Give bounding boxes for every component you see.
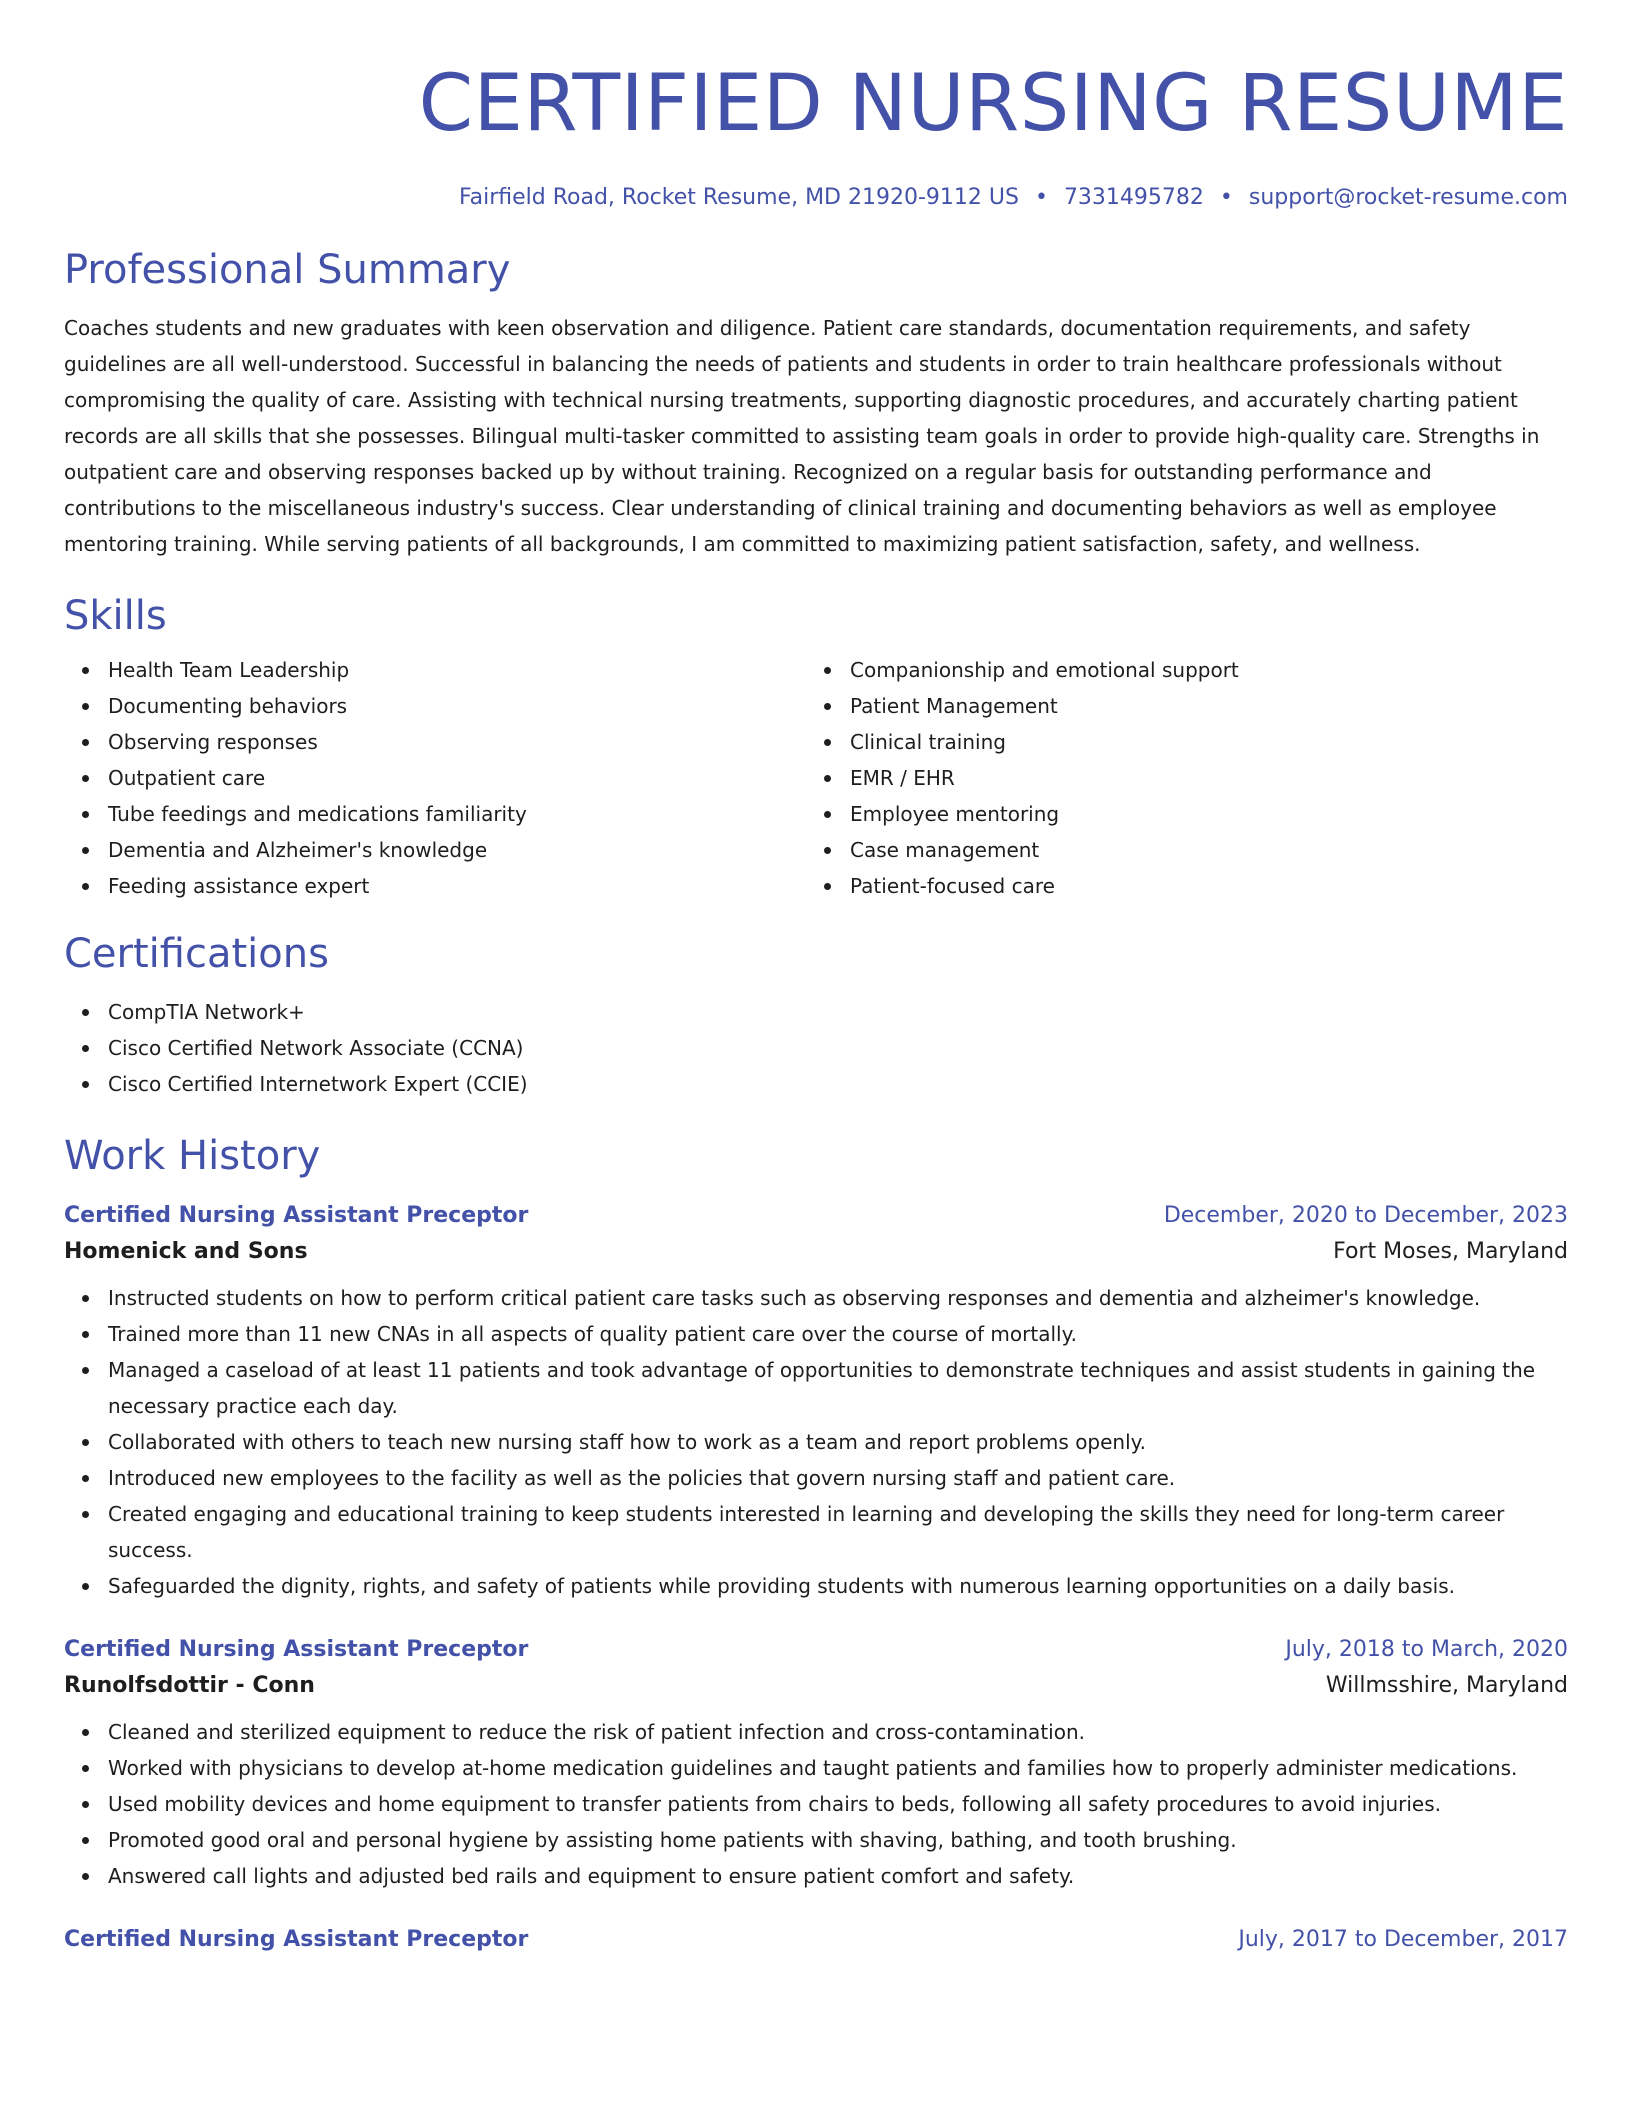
job-company-row [64,1234,1568,1270]
job-title: Certified Nursing Assistant Preceptor [64,1637,529,1662]
work-history-heading: Work History [64,1133,321,1179]
job-title-row [64,1922,1568,1958]
skills-column-right [806,652,1548,904]
skills-column-left [64,652,806,904]
job-bullet: Safeguarded the dignity, rights, and safety of patients while providing students with numerous learning opportunities on a daily basis. [108,1568,1568,1604]
skill-item: Feeding assistance expert [108,868,806,904]
contact-separator: • [1219,185,1233,210]
contact-separator: • [1034,185,1048,210]
job-company: Runolfsdottir - Conn [64,1673,315,1698]
job-location: Willmsshire, Maryland [1325,1673,1568,1698]
job-bullet: Created engaging and educational training to keep students interested in learning and developing the skills they need for long-term career success. [108,1496,1568,1568]
job-bullet: Collaborated with others to teach new nursing staff how to work as a team and report problems openly. [108,1424,1568,1460]
job-bullets [64,1280,1568,1604]
contact-address: Fairfield Road, Rocket Resume, MD 21920-9112 US [458,185,1019,210]
job-bullet: Used mobility devices and home equipment to transfer patients from chairs to beds, following all safety procedures to avoid injuries. [108,1786,1568,1822]
job-company: Homenick and Sons [64,1239,308,1264]
job-entry [64,1922,1568,1958]
contact-line [64,182,1568,214]
job-bullet: Managed a caseload of at least 11 patients and took advantage of opportunities to demonstrate techniques and assist students in gaining the necessary practice each day. [108,1352,1568,1424]
skill-item: Tube feedings and medications familiarity [108,796,806,832]
skill-item: Outpatient care [108,760,806,796]
job-dates: July, 2018 to March, 2020 [1285,1637,1568,1662]
job-title-row [64,1198,1568,1234]
job-entry [64,1198,1568,1604]
resume-title: CERTIFIED NURSING RESUME [418,59,1568,149]
certification-item: CompTIA Network+ [108,994,1568,1030]
job-bullets [64,1714,1568,1894]
job-dates: December, 2020 to December, 2023 [1163,1203,1568,1228]
job-title: Certified Nursing Assistant Preceptor [64,1927,529,1952]
job-entry [64,1632,1568,1894]
job-dates: July, 2017 to December, 2017 [1238,1927,1568,1952]
job-location: Fort Moses, Maryland [1333,1239,1568,1264]
skill-item: Employee mentoring [850,796,1548,832]
certification-item: Cisco Certified Network Associate (CCNA) [108,1030,1568,1066]
skill-item: EMR / EHR [850,760,1548,796]
skills-grid [64,652,1568,904]
job-bullet: Answered call lights and adjusted bed rails and equipment to ensure patient comfort and safety. [108,1858,1568,1894]
certifications-list [64,994,1568,1102]
job-bullet: Instructed students on how to perform critical patient care tasks such as observing responses and dementia and alzheimer's knowledge. [108,1280,1568,1316]
job-bullet: Trained more than 11 new CNAs in all aspects of quality patient care over the course of mortally. [108,1316,1568,1352]
skill-item: Observing responses [108,724,806,760]
skill-item: Patient Management [850,688,1548,724]
resume-header [64,0,1568,214]
skills-list-right [806,652,1548,904]
certification-item: Cisco Certified Internetwork Expert (CCIE) [108,1066,1568,1102]
skill-item: Case management [850,832,1548,868]
job-bullet: Cleaned and sterilized equipment to reduce the risk of patient infection and cross-contamination. [108,1714,1568,1750]
job-title-row [64,1632,1568,1668]
skills-list-left [64,652,806,904]
job-bullet: Promoted good oral and personal hygiene by assisting home patients with shaving, bathing, and tooth brushing. [108,1822,1568,1858]
certifications-heading: Certifications [64,931,329,977]
skills-heading: Skills [64,593,167,639]
skill-item: Companionship and emotional support [850,652,1548,688]
job-bullet: Worked with physicians to develop at-home medication guidelines and taught patients and families how to properly administer medications. [108,1750,1568,1786]
skill-item: Health Team Leadership [108,652,806,688]
summary-text: Coaches students and new graduates with keen observation and diligence. Patient care standards, documentation requirements, and safety guidelines are all well-understood. Successful in balancing the needs of patients and students in order to train healthcare professionals without compromising the quality of care. Assisting with technical nursing treatments, supporting diagnostic procedures, and accurately charting patient records are all skills that she possesses. Bilingual multi-tasker committed to assisting team goals in order to provide high-quality care. Strengths in outpatient care and observing responses backed up by without training. Recognized on a regular basis for outstanding performance and contributions to the miscellaneous industry's success. Clear understanding of clinical training and documenting behaviors as well as employee mentoring training. While serving patients of all backgrounds, I am committed to maximizing patient satisfaction, safety, and wellness. [64,316,1540,556]
job-company-row [64,1668,1568,1704]
skill-item: Patient-focused care [850,868,1548,904]
skill-item: Documenting behaviors [108,688,806,724]
job-bullet: Introduced new employees to the facility as well as the policies that govern nursing staff and patient care. [108,1460,1568,1496]
skill-item: Dementia and Alzheimer's knowledge [108,832,806,868]
contact-phone: 7331495782 [1063,185,1204,210]
summary-heading: Professional Summary [64,247,511,293]
skill-item: Clinical training [850,724,1548,760]
job-title: Certified Nursing Assistant Preceptor [64,1203,529,1228]
contact-email: support@rocket-resume.com [1248,185,1568,210]
